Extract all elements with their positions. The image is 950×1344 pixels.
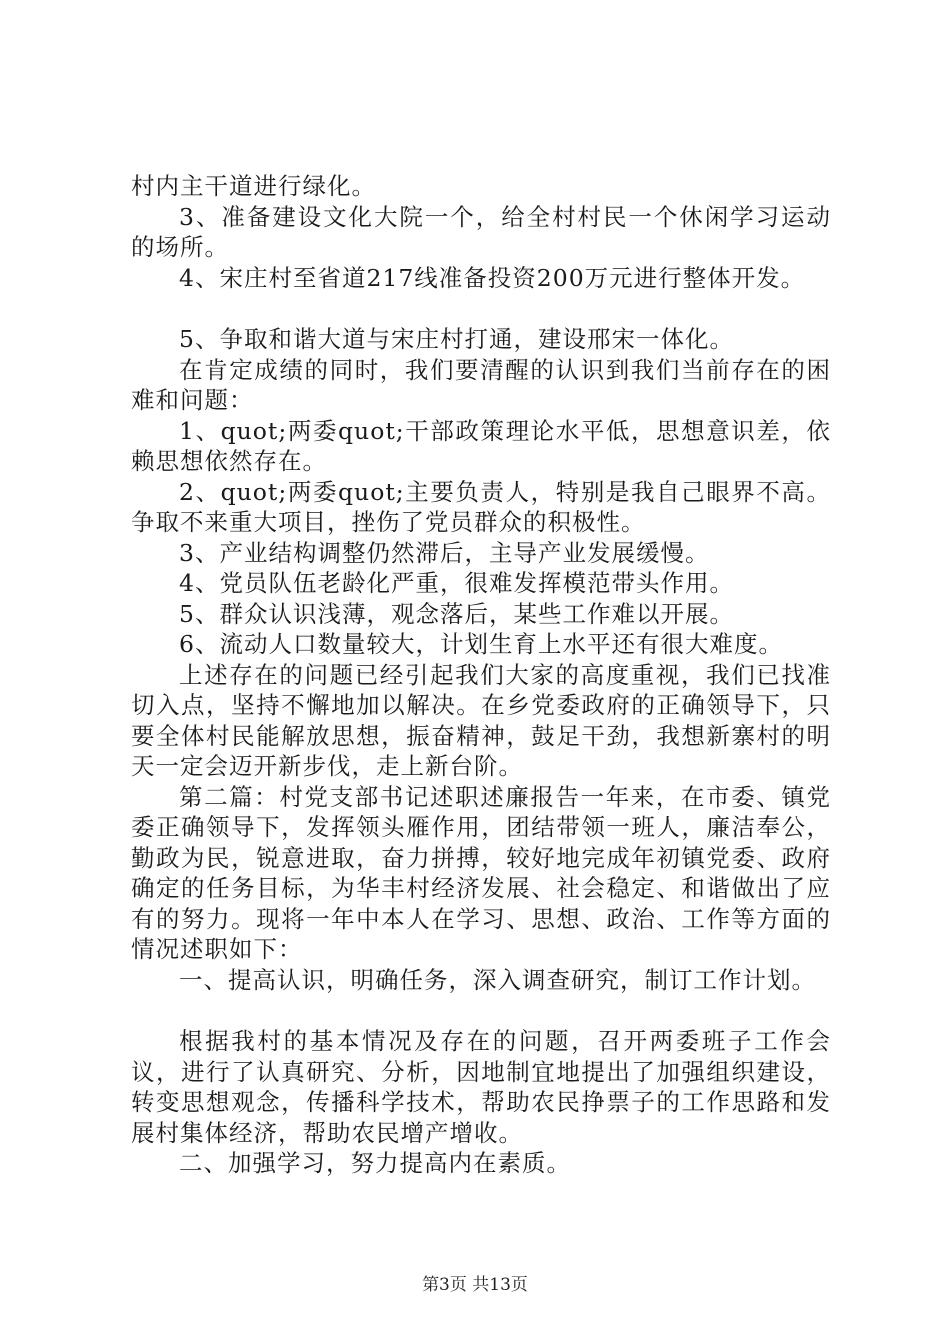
paragraph-problem-1: 1、quot;两委quot;干部政策理论水平低，思想意识差，依赖思想依然存在。 [131, 416, 831, 475]
document-body [131, 171, 831, 1179]
section-heading-1: 一、提高认识，明确任务，深入调查研究，制订工作计划。 [179, 965, 816, 994]
paragraph-second-article-intro: 第二篇：村党支部书记述职述廉报告一年来，在市委、镇党委正确领导下，发挥领头雁作用，团结带领一班人，廉洁奉公，勤政为民，锐意进取，奋力拼搏，较好地完成年初镇党委、政府确定的任务目标，为华丰村经济发展、社会稳定、和谐做出了应有的努力。现将一年中本人在学习、思想、政治、工作等方面的情况述职如下： [131, 782, 831, 963]
paragraph-item-5-road: 5、争取和谐大道与宋庄村打通，建设邢宋一体化。 [179, 325, 734, 353]
section-heading-2: 二、加强学习，努力提高内在素质。 [179, 1149, 571, 1177]
paragraph-problem-2: 2、quot;两委quot;主要负责人，特别是我自己眼界不高。争取不来重大项目，挫伤了党员群众的积极性。 [131, 477, 831, 536]
paragraph-problem-4: 4、党员队伍老龄化严重，很难发挥模范带头作用。 [179, 569, 734, 597]
paragraph-item-3-cultural-courtyard: 3、准备建设文化大院一个，给全村村民一个休闲学习运动的场所。 [131, 202, 831, 261]
page-number-footer: 第3页 共13页 [422, 1275, 528, 1295]
paragraph-problems-intro: 在肯定成绩的同时，我们要清醒的认识到我们当前存在的困难和问题： [131, 355, 831, 414]
paragraph-item-4-investment: 4、宋庄村至省道217线准备投资200万元进行整体开发。 [179, 263, 806, 292]
paragraph-section-1-body: 根据我村的基本情况及存在的问题，召开两委班子工作会议，进行了认真研究、分析，因地制宜地提出了加强组织建设，转变思想观念，传播科学技术，帮助农民挣票子的工作思路和发展村集体经济，帮助农民增产增收。 [131, 1027, 831, 1147]
paragraph-conclusion: 上述存在的问题已经引起我们大家的高度重视，我们已找准切入点，坚持不懈地加以解决。在乡党委政府的正确领导下，只要全体村民能解放思想，振奋精神，鼓足干劲，我想新寨村的明天一定会迈开新步伐，走上新台阶。 [131, 660, 831, 780]
paragraph-problem-3: 3、产业结构调整仍然滞后，主导产业发展缓慢。 [179, 538, 710, 567]
paragraph-problem-6: 6、流动人口数量较大，计划生育上水平还有很大难度。 [179, 630, 783, 658]
paragraph-problem-5: 5、群众认识浅薄，观念落后，某些工作难以开展。 [179, 599, 734, 628]
paragraph-continuation: 村内主干道进行绿化。 [131, 172, 376, 200]
